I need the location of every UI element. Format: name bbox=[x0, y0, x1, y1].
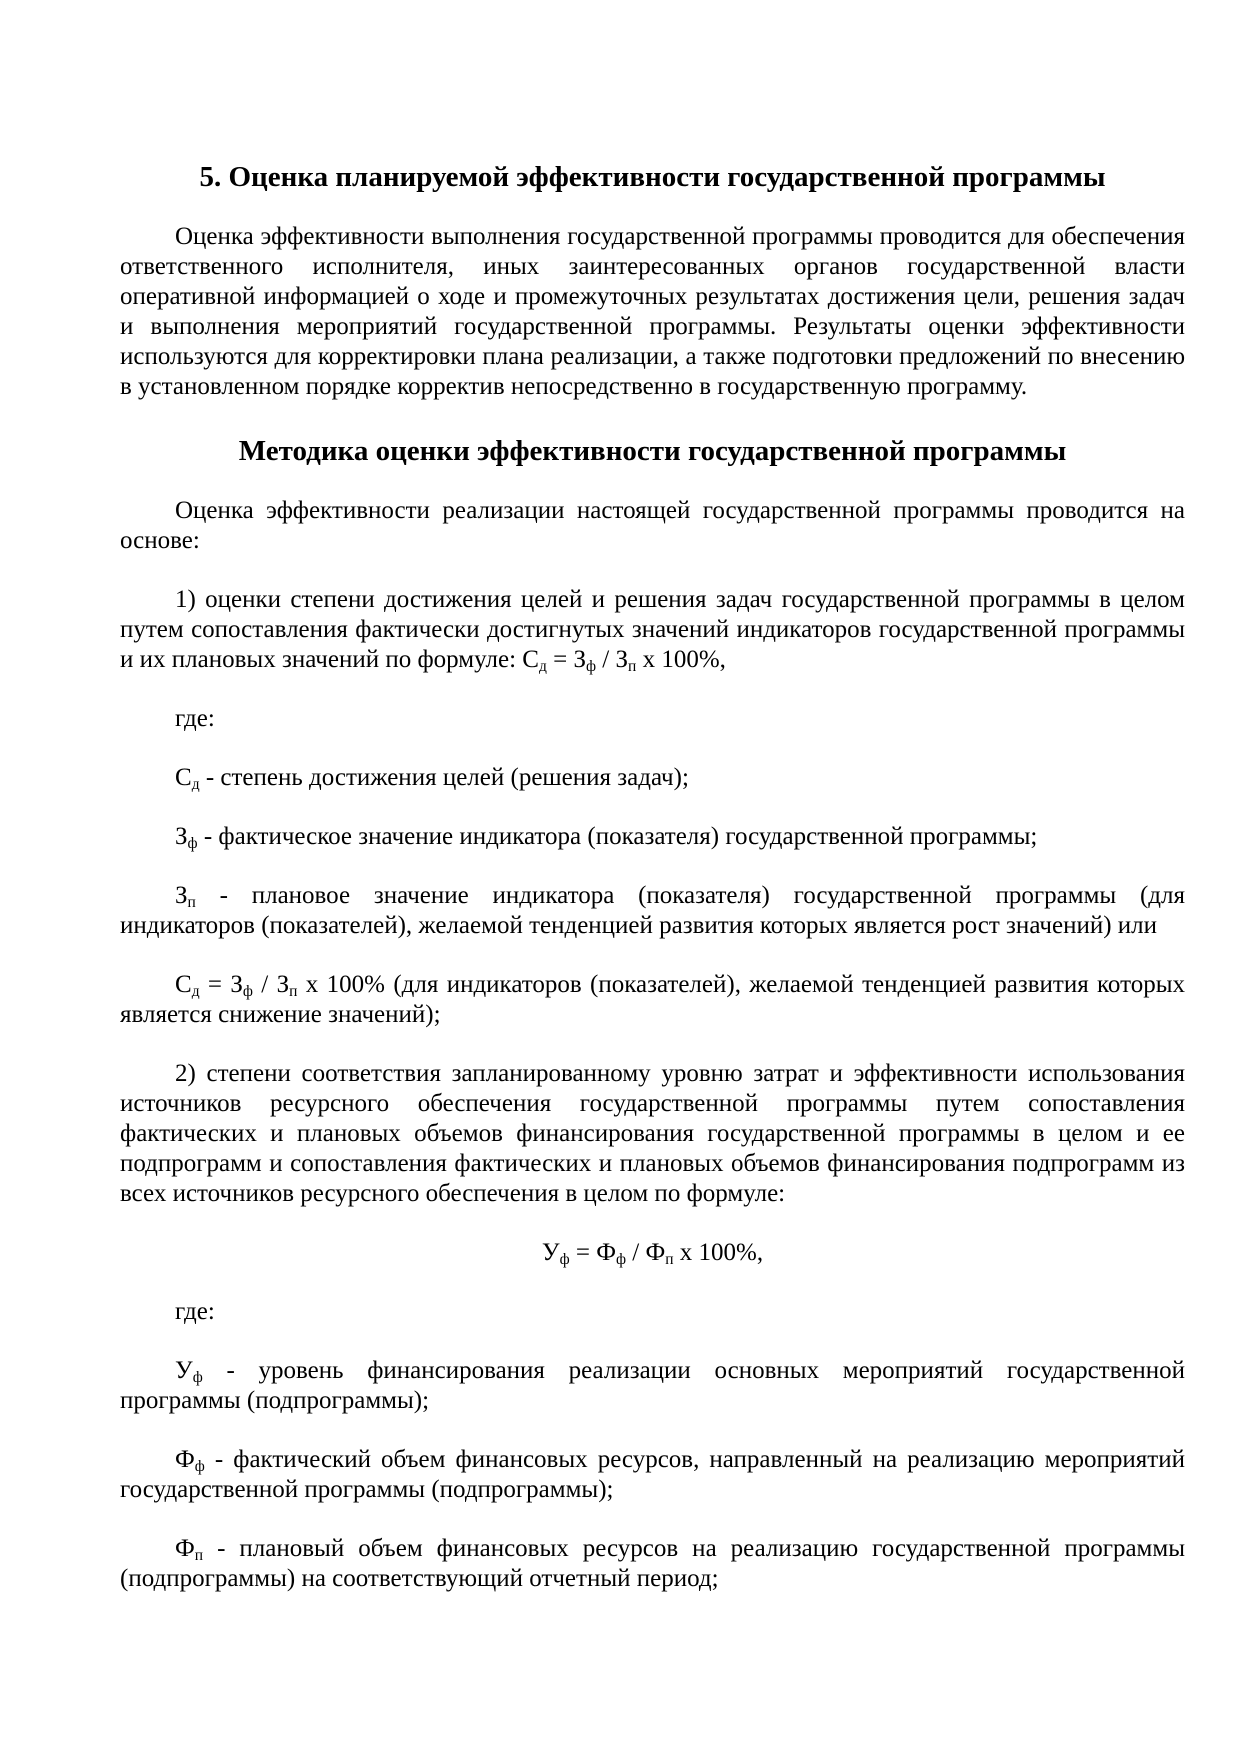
paragraph: $Ф_п$ - плановый объем финансовых ресурсов на реализацию государственной программы (подпрограммы) на соответствующий отчетный период; bbox=[120, 1535, 1185, 1592]
subscript: ф bbox=[192, 1369, 203, 1387]
subscript: п bbox=[187, 894, 196, 912]
subscript: ф bbox=[242, 983, 253, 1001]
subscript: д bbox=[538, 658, 547, 676]
paragraph: 2) степени соответствия запланированному уровню затрат и эффективности использования источников ресурсного обеспечения государственной программы путем сопоставления фактических и плановых объемов финансирования государственной программы в целом и ее подпрограмм и сопоставления фактических и плановых объемов финансирования подпрограмм из всех источников ресурсного обеспечения в целом по формуле: bbox=[120, 1060, 1185, 1207]
section-heading: Методика оценки эффективности государственной программы bbox=[238, 435, 1067, 467]
subscript: ф bbox=[187, 835, 198, 853]
subscript: п bbox=[289, 983, 298, 1001]
paragraph: где: bbox=[175, 1298, 215, 1325]
paragraph: $С_д = З_ф / З_п$ х 100% (для индикаторов (показателей), желаемой тенденцией развития которых является снижение значений); bbox=[120, 971, 1185, 1028]
paragraph: Оценка эффективности выполнения государственной программы проводится для обеспечения ответственного исполнителя, иных заинтересованных органов государственной власти оперативной информацией о ходе и промежуточных результатах достижения цели, решения задач и выполнения мероприятий государственной программы. Результаты оценки эффективности используются для корректировки плана реализации, а также подготовки предложений по внесению в установленном порядке корректив непосредственно в государственную программу. bbox=[120, 223, 1185, 400]
subscript: п bbox=[194, 1547, 204, 1565]
document-body bbox=[120, 222, 1185, 1594]
document-title: 5. Оценка планируемой эффективности государственной программы bbox=[199, 161, 1106, 193]
subscript: ф bbox=[615, 1251, 627, 1269]
paragraph: $С_д$ - степень достижения целей (решения задач); bbox=[175, 764, 689, 794]
subscript: ф bbox=[194, 1458, 205, 1476]
paragraph: $З_ф$ - фактическое значение индикатора (показателя) государственной программы; bbox=[175, 823, 1038, 853]
paragraph: $У_ф$ - уровень финансирования реализации основных мероприятий государственной программы (подпрограммы); bbox=[120, 1357, 1185, 1414]
paragraph: $Ф_ф$ - фактический объем финансовых ресурсов, направленный на реализацию мероприятий государственной программы (подпрограммы); bbox=[120, 1446, 1185, 1503]
subscript: п bbox=[665, 1251, 674, 1269]
paragraph: где: bbox=[175, 705, 215, 732]
subscript: п bbox=[628, 658, 637, 676]
paragraph: $З_п$ - плановое значение индикатора (показателя) государственной программы (для индикаторов (показателей), желаемой тенденцией развития которых является рост значений) или bbox=[120, 882, 1185, 939]
paragraph: 1) оценки степени достижения целей и решения задач государственной программы в целом путем сопоставления фактически достигнутых значений индикаторов государственной программы и их плановых значений по формуле: $С_д = З_ф / З_п$ х 100%, bbox=[120, 586, 1185, 676]
subscript: ф bbox=[559, 1251, 570, 1269]
subscript: д bbox=[191, 983, 200, 1001]
subscript: д bbox=[191, 776, 200, 794]
formula: $У_ф = Ф_ф / Ф_п$ х 100%, bbox=[541, 1239, 764, 1269]
paragraph: Оценка эффективности реализации настоящей государственной программы проводится на основе: bbox=[120, 497, 1185, 554]
subscript: ф bbox=[585, 658, 597, 676]
